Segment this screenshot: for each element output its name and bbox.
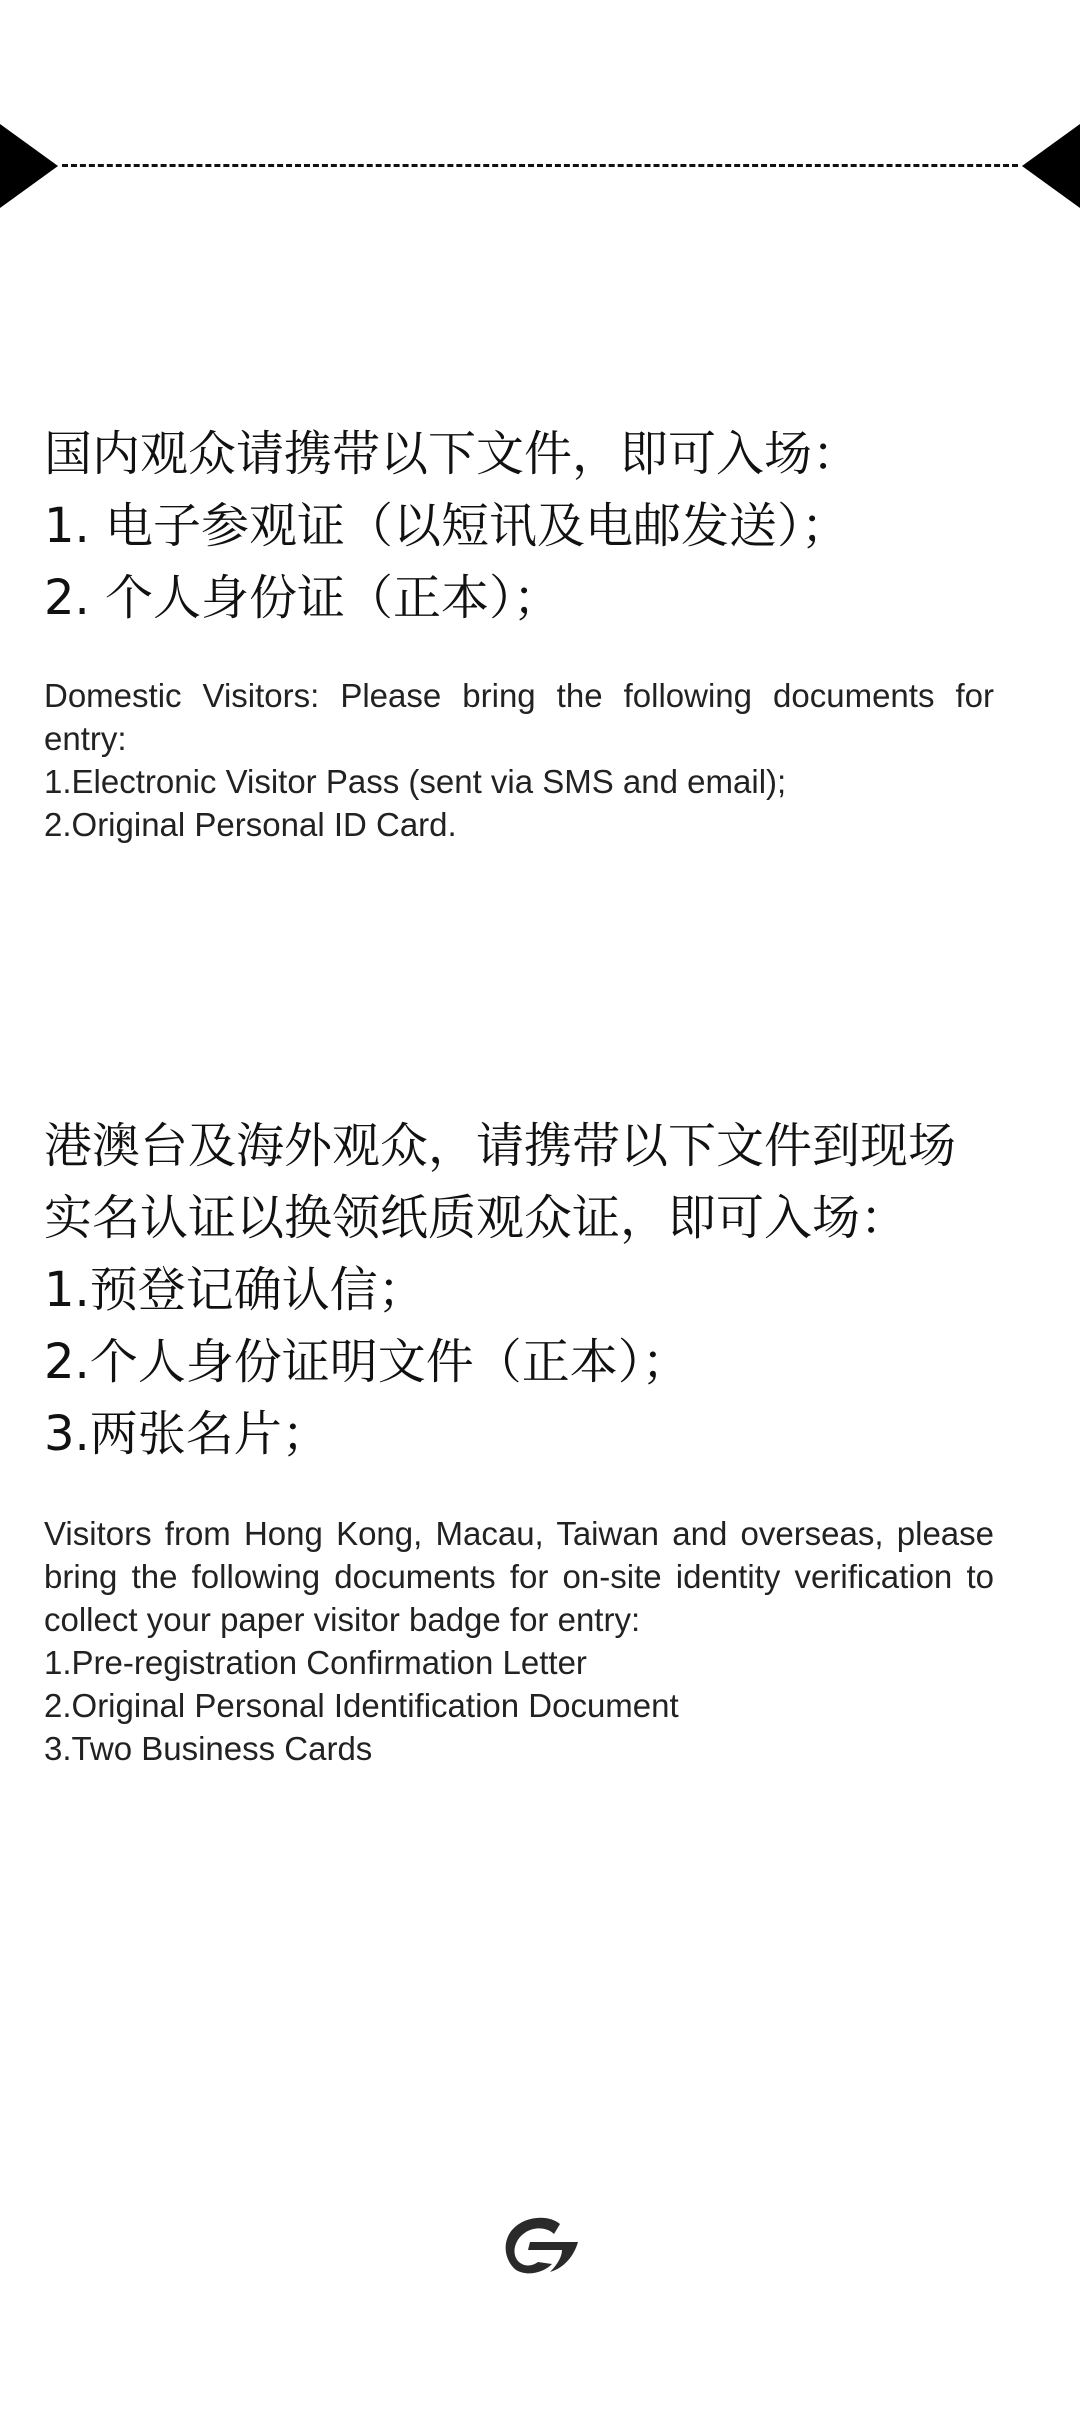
domestic-cn-item-2: 2. 个人身份证（正本）； bbox=[44, 570, 562, 626]
overseas-visitors-section bbox=[44, 1110, 994, 1770]
brand-logo-icon bbox=[502, 2212, 580, 2276]
overseas-cn-item-2: 2.个人身份证明文件（正本）； bbox=[44, 1334, 690, 1390]
domestic-en-heading: Domestic Visitors: Please bring the following documents for entry: bbox=[44, 677, 994, 757]
domestic-cn-item-1: 1. 电子参观证（以短讯及电邮发送）； bbox=[44, 498, 850, 554]
dashed-divider-line bbox=[62, 164, 1018, 167]
domestic-en-item-2: 2.Original Personal ID Card. bbox=[44, 806, 457, 843]
ticket-divider bbox=[0, 124, 1080, 214]
domestic-en-item-1: 1.Electronic Visitor Pass (sent via SMS and email); bbox=[44, 763, 787, 800]
overseas-cn-item-1: 1.预登记确认信； bbox=[44, 1262, 426, 1318]
overseas-en-item-1: 1.Pre-registration Confirmation Letter bbox=[44, 1644, 587, 1681]
ticket-notch-left-icon bbox=[0, 124, 58, 208]
domestic-cn-heading: 国内观众请携带以下文件，即可入场： bbox=[44, 426, 861, 482]
overseas-en-heading: Visitors from Hong Kong, Macau, Taiwan and overseas, please bring the following documents for on-site identity verification to collect your paper visitor badge for entry: bbox=[44, 1515, 994, 1638]
overseas-cn-heading-line-1: 港澳台及海外观众，请携带以下文件到现场 bbox=[44, 1118, 957, 1174]
overseas-instructions-chinese bbox=[44, 1110, 994, 1470]
overseas-cn-heading-line-2: 实名认证以换领纸质观众证，即可入场： bbox=[44, 1190, 909, 1246]
domestic-visitors-section bbox=[44, 418, 994, 846]
overseas-instructions-english bbox=[44, 1512, 994, 1770]
ticket-notch-right-icon bbox=[1022, 124, 1080, 208]
overseas-cn-item-3: 3.两张名片； bbox=[44, 1406, 330, 1462]
overseas-en-item-2: 2.Original Personal Identification Document bbox=[44, 1687, 679, 1724]
overseas-en-item-3: 3.Two Business Cards bbox=[44, 1730, 373, 1767]
domestic-instructions-english bbox=[44, 674, 994, 846]
domestic-instructions-chinese bbox=[44, 418, 994, 634]
